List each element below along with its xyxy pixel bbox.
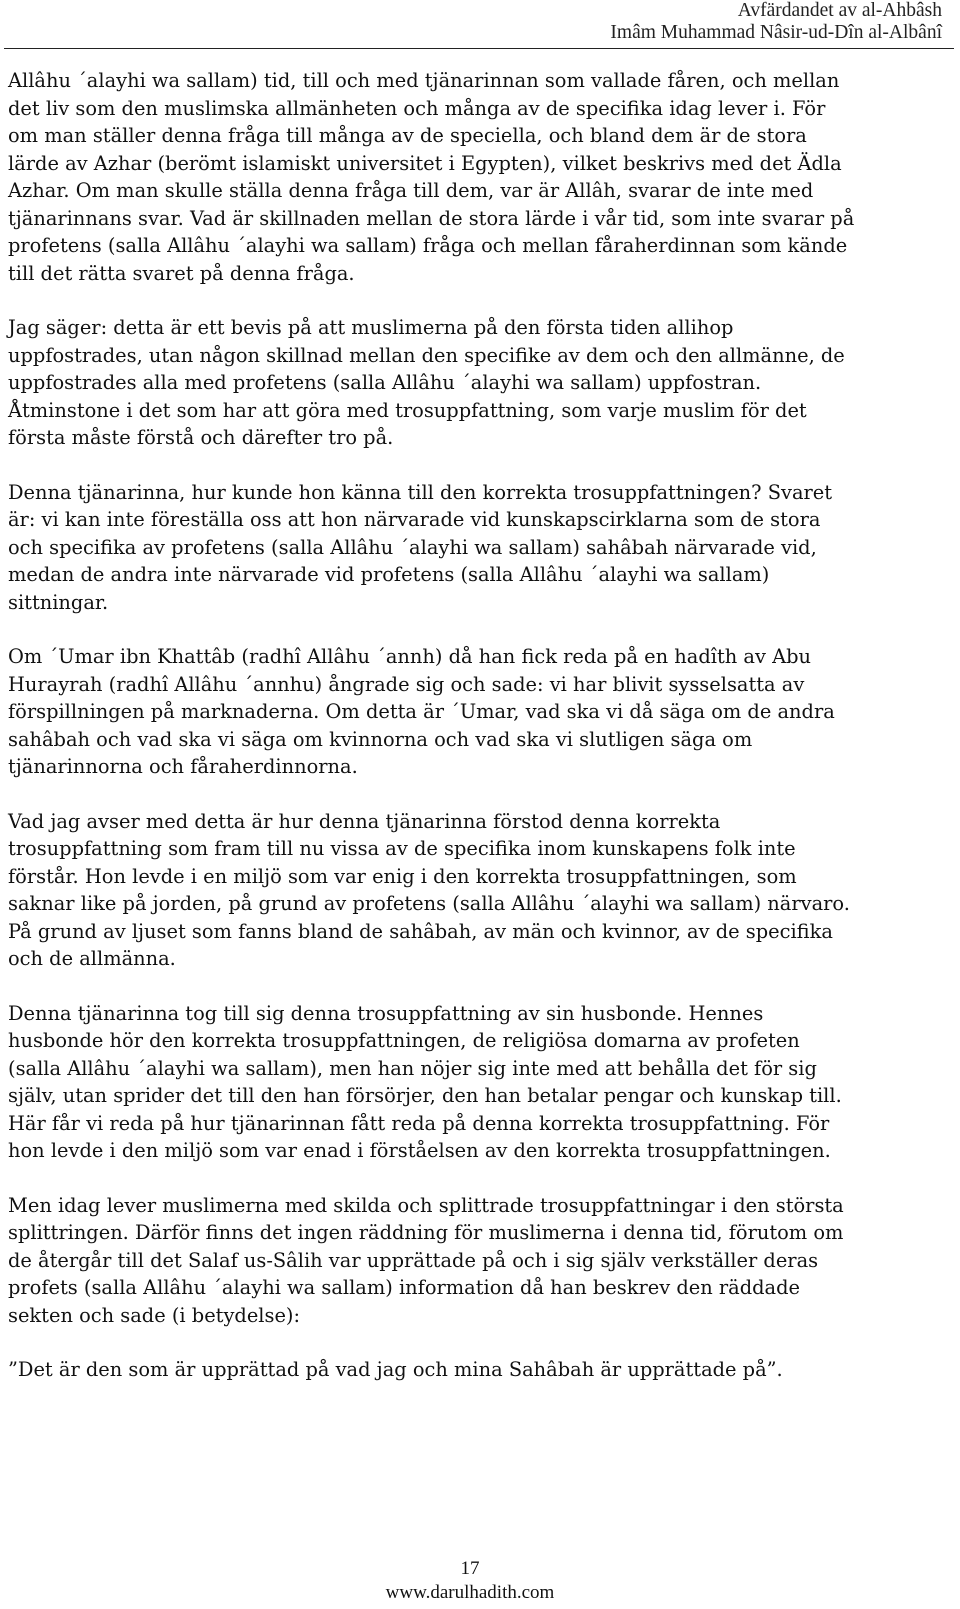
website-link[interactable]: www.darulhadith.com bbox=[385, 1582, 555, 1603]
text-line: sittningar. bbox=[8, 590, 109, 614]
header-author: Imâm Muhammad Nâsir-ud-Dîn al-Albânî bbox=[610, 22, 942, 43]
text-line: det liv som den muslimska allmänheten och många av de specifika idag lever i. För bbox=[8, 96, 826, 120]
text-line: förstår. Hon levde i en miljö som var enig i den korrekta trosuppfattningen, som bbox=[8, 864, 797, 888]
text-line: Här får vi reda på hur tjänarinnan fått reda på denna korrekta trosuppfattning. För bbox=[8, 1111, 830, 1135]
text-line: medan de andra inte närvarade vid profetens (salla Allâhu ´alayhi wa sallam) bbox=[8, 563, 770, 586]
text-line: själv, utan sprider det till den han försörjer, den han betalar pengar och kunskap till. bbox=[8, 1084, 842, 1107]
page-footer bbox=[0, 1557, 940, 1605]
text-line: På grund av ljuset som fanns bland de sahâbah, av män och kvinnor, av de specifika bbox=[8, 919, 833, 943]
text-line: förspillningen på marknaderna. Om detta är ´Umar, vad ska vi då säga om de andra bbox=[8, 700, 835, 723]
header-title: Avfärdandet av al-Ahbâsh bbox=[737, 0, 942, 21]
text-line: Denna tjänarinna tog till sig denna trosuppfattning av sin husbonde. Hennes bbox=[8, 1001, 764, 1025]
text-line: trosuppfattning som fram till nu vissa av de specifika inom kunskapens folk inte bbox=[8, 837, 796, 860]
text-line: (salla Allâhu ´alayhi wa sallam), men han nöjer sig inte med att behålla det för sig bbox=[8, 1056, 817, 1080]
paragraph bbox=[8, 1356, 933, 1384]
paragraph bbox=[8, 1000, 933, 1165]
paragraph bbox=[8, 643, 933, 781]
text-line: splittringen. Därför finns det ingen räddning för muslimerna i denna tid, förutom om bbox=[8, 1221, 844, 1244]
text-line: Azhar. Om man skulle ställa denna fråga till dem, var är Allâh, svarar de inte med bbox=[8, 179, 814, 202]
text-line: Denna tjänarinna, hur kunde hon känna till den korrekta trosuppfattningen? Svaret bbox=[8, 480, 833, 504]
text-line: Vad jag avser med detta är hur denna tjänarinna förstod denna korrekta bbox=[8, 809, 721, 833]
text-line: hon levde i den miljö som var enad i förståelsen av den korrekta trosuppfattningen. bbox=[8, 1139, 831, 1162]
paragraph bbox=[8, 1192, 933, 1330]
paragraph bbox=[8, 67, 933, 287]
text-line: tjänarinnorna och fåraherdinnorna. bbox=[8, 755, 358, 778]
paragraph bbox=[8, 314, 933, 452]
text-line: och de allmänna. bbox=[8, 947, 176, 970]
text-line: första måste förstå och därefter tro på. bbox=[8, 426, 394, 449]
text-line: Åtminstone i det som har att göra med trosuppfattning, som varje muslim för det bbox=[8, 398, 807, 422]
text-line: till det rätta svaret på denna fråga. bbox=[8, 261, 355, 285]
text-line: husbonde hör den korrekta trosuppfattningen, de religiösa domarna av profeten bbox=[8, 1029, 800, 1052]
paragraph bbox=[8, 808, 933, 973]
text-line: är: vi kan inte föreställa oss att hon närvarade vid kunskapscirklarna som de stora bbox=[8, 508, 821, 531]
text-line: om man ställer denna fråga till många av de speciella, och bland dem är de stora bbox=[8, 124, 807, 147]
text-line: uppfostrades, utan någon skillnad mellan den specifike av dem och den allmänne, de bbox=[8, 343, 845, 367]
text-line: saknar like på jorden, på grund av profetens (salla Allâhu ´alayhi wa sallam) närvaro. bbox=[8, 892, 850, 915]
text-line: uppfostrades alla med profetens (salla Allâhu ´alayhi wa sallam) uppfostran. bbox=[8, 371, 762, 394]
text-line: sekten och sade (i betydelse): bbox=[8, 1303, 301, 1327]
text-line: och specifika av profetens (salla Allâhu ´alayhi wa sallam) sahâbah närvarade vid, bbox=[8, 535, 817, 559]
text-line: Hurayrah (radhî Allâhu ´annhu) ångrade sig och sade: vi har blivit sysselsatta av bbox=[8, 672, 805, 696]
text-line: Men idag lever muslimerna med skilda och splittrade trosuppfattningar i den största bbox=[8, 1193, 844, 1217]
text-line: sahâbah och vad ska vi säga om kvinnorna och vad ska vi slutligen säga om bbox=[8, 727, 753, 751]
text-line: Om ´Umar ibn Khattâb (radhî Allâhu ´annh) då han fick reda på en hadîth av Abu bbox=[8, 645, 811, 668]
text-line: tjänarinnans svar. Vad är skillnaden mellan de stora lärde i vår tid, som inte svarar på bbox=[8, 206, 855, 230]
text-line: lärde av Azhar (berömt islamiskt universitet i Egypten), vilket beskrivs med det Ädla bbox=[8, 151, 842, 175]
text-line: profetens (salla Allâhu ´alayhi wa sallam) fråga och mellan fåraherdinnan som kände bbox=[8, 234, 848, 257]
text-line: Jag säger: detta är ett bevis på att muslimerna på den första tiden allihop bbox=[8, 316, 734, 339]
text-line: ”Det är den som är upprättad på vad jag och mina Sahâbah är upprättade på”. bbox=[8, 1358, 783, 1381]
header-divider bbox=[4, 48, 954, 49]
running-header bbox=[610, 0, 942, 44]
paragraph bbox=[8, 479, 933, 617]
text-line: Allâhu ´alayhi wa sallam) tid, till och med tjänarinnan som vallade fåren, och mellan bbox=[8, 69, 840, 92]
text-line: de återgår till det Salaf us-Sâlih var upprättade på och i sig själv verkställer deras bbox=[8, 1248, 819, 1272]
body-text bbox=[8, 67, 933, 1411]
text-line: profets (salla Allâhu ´alayhi wa sallam) information då han beskrev den räddade bbox=[8, 1276, 800, 1299]
page-number: 17 bbox=[460, 1558, 480, 1579]
